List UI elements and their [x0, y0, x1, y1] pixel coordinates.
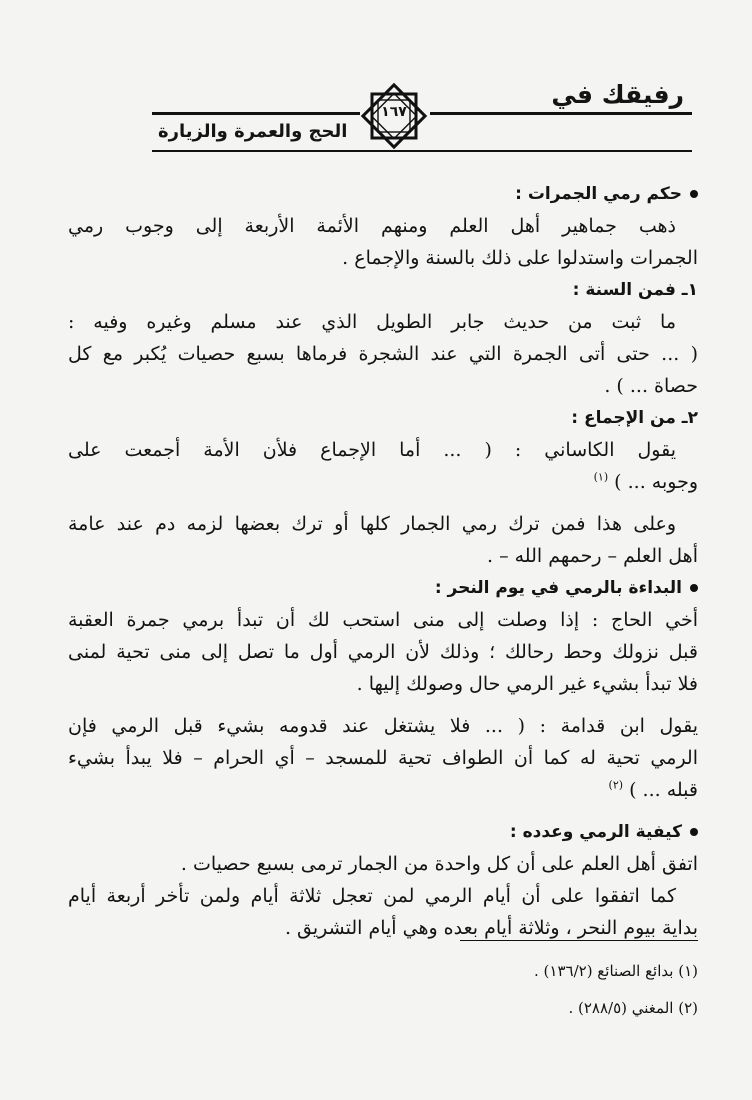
text-line: حصاة ... ) . — [604, 375, 698, 397]
text-line: أخي الحاج : إذا وصلت إلى منى استحب لك أن تبدأ برمي جمرة العقبة — [68, 609, 698, 631]
text-line: الرمي تحية له كما أن الطواف تحية للمسجد – أي الحرام – فلا يبدأ بشيء — [68, 747, 698, 769]
footnote: (٢) المغني (٢٨٨/٥) . — [568, 999, 698, 1017]
text-line: كما اتفقوا على أن أيام الرمي لمن تعجل ثلاثة أيام ولمن تأخر أربعة أيام — [68, 885, 676, 907]
subsection-heading: ٢ـ من الإجماع : — [571, 408, 698, 428]
text-line: بداية بيوم النحر ، وثلاثة أيام بعده وهي أيام التشريق . — [284, 917, 698, 939]
text-line: فلا تبدأ بشيء غير الرمي حال وصولك إليها . — [356, 673, 698, 695]
text-line: ما ثبت من حديث جابر الطويل الذي عند مسلم وغيره وفيه : — [68, 311, 676, 333]
section-heading: حكم رمي الجمرات : — [68, 178, 698, 210]
text-line: أهل العلم – رحمهم الله – . — [487, 545, 698, 567]
book-subtitle: الحج والعمرة والزيارة — [158, 121, 348, 142]
footnote-separator — [460, 940, 698, 941]
book-title: رفيقك في — [551, 80, 684, 109]
page-body — [68, 178, 698, 944]
text-line: اتفق أهل العلم على أن كل واحدة من الجمار ترمى بسبع حصيات . — [180, 853, 698, 875]
page-header — [0, 0, 752, 160]
page-number: ١٦٧ — [381, 104, 407, 120]
header-rule-right — [430, 112, 692, 115]
footnote: (١) بدائع الصنائع (١٣٦/٢) . — [534, 962, 698, 980]
bullet-icon — [690, 828, 698, 836]
bullet-icon — [690, 584, 698, 592]
text-line: يقول ابن قدامة : ( ... فلا يشتغل عند قدومه بشيء قبل الرمي فإن — [68, 715, 698, 737]
footnote-ref: (٢) — [608, 778, 624, 792]
text-line: وعلى هذا فمن ترك رمي الجمار كلها أو ترك بعضها لزمه دم عند عامة — [68, 513, 676, 535]
text-line: وجوبه ... ) $^{(١)}$ — [593, 470, 698, 493]
section-heading: البداءة بالرمي في يوم النحر : — [68, 572, 698, 604]
bullet-icon — [690, 190, 698, 198]
text-line: الجمرات واستدلوا على ذلك بالسنة والإجماع . — [342, 247, 698, 269]
text-line: قبل نزولك وحط رحالك ؛ وذلك لأن الرمي أول ما تصل إلى منى تحية لمنى — [68, 641, 698, 663]
text-line: يقول الكاساني : ( ... أما الإجماع فلأن الأمة أجمعت على — [68, 439, 676, 461]
header-rule-bottom — [152, 150, 692, 152]
text-line: ( ... حتى أتى الجمرة التي عند الشجرة فرماها بسبع حصيات يُكبر مع كل — [68, 343, 698, 365]
section-heading: كيفية الرمي وعدده : — [68, 816, 698, 848]
footnote-ref: (١) — [593, 470, 609, 484]
text-line: ذهب جماهير أهل العلم ومنهم الأئمة الأربعة إلى وجوب رمي — [68, 215, 676, 237]
header-rule-left — [152, 112, 360, 115]
text-line: قبله ... ) $^{(٢)}$ — [608, 778, 698, 801]
subsection-heading: ١ـ فمن السنة : — [572, 280, 698, 300]
